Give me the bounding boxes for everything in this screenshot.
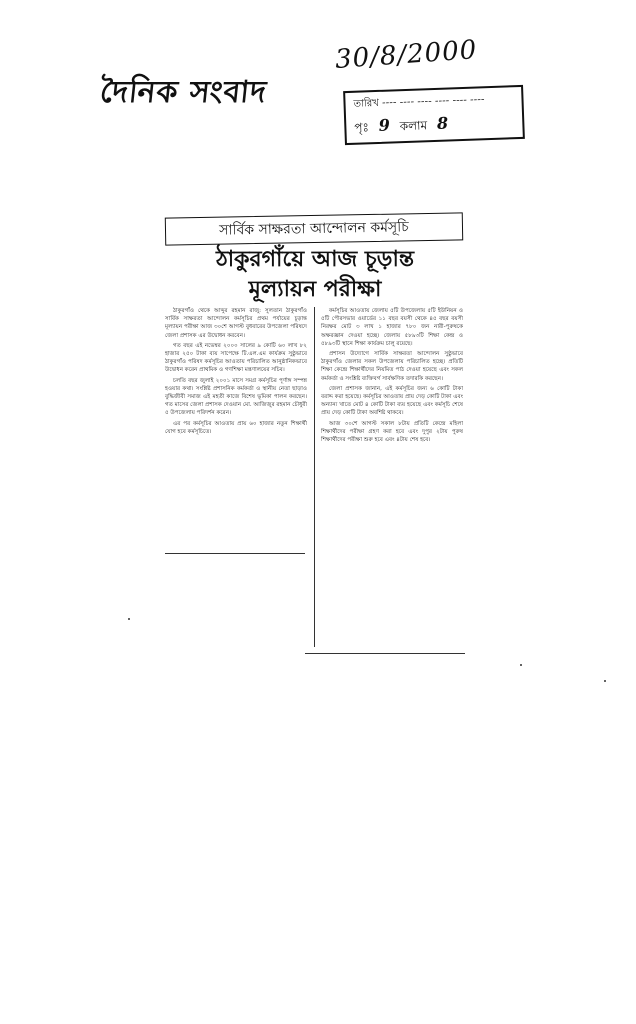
stamp-column-label: কলাম <box>399 118 428 134</box>
stamp-date-label: তারিখ <box>353 97 380 110</box>
column-1-paragraph: গত বছর এই নভেম্বর ২০০০ সালের ৯ কোটি ৬০ লাখ ৮২ হাজার ২৫০ টাকা ব্যয় সাপেক্ষে টি.এল.এম কার্যক্রম সুষ্ঠুভাবে ঠাকুরগাঁও পরিষদ কর্মসূচির আওতায় পরিচালিত আনুষ্ঠানিকভাবে উদ্বোধন করেন প্রাথমিক ও গণশিক্ষা মন্ত্রণালয়ের সচিব। <box>165 342 307 374</box>
stamp-page-value: 9 <box>378 115 391 135</box>
headline-line-1: ঠাকুরগাঁয়ে আজ চূড়ান্ত <box>215 247 414 272</box>
scan-speck <box>604 680 606 682</box>
headline-line-2: মূল্যায়ন পরীক্ষা <box>248 277 382 302</box>
column-1-paragraph: এর পর কর্মসূচির আওতায় প্রায় ৬০ হাজার নতুন শিক্ষার্থী যোগ হবে কর্মসূচিতে। <box>165 420 307 435</box>
newspaper-masthead: দৈনিক সংবাদ <box>98 75 269 110</box>
stamp-page-row <box>354 113 455 139</box>
stamp-date-dashes: ---- ---- ---- ---- ---- ---- <box>381 94 485 109</box>
handwritten-date: 30/8/2000 <box>334 35 479 75</box>
column-2-paragraph: প্রশাসন উদ্যোগে সার্বিক সাক্ষরতা আন্দোলন সুষ্ঠুভাবে ঠাকুরগাঁও জেলার সকল উপজেলায় পরিচালিত হচ্ছে। প্রতিটি শিক্ষা কেন্দ্রে শিক্ষার্থীদের নিয়মিত পাঠ দেওয়া হয়েছে এবং সকল কর্মকর্তা ও সংশ্লিষ্ট ব্যক্তিবর্গ সার্বক্ষণিক তদারকি করছেন। <box>321 351 463 382</box>
scan-speck <box>520 664 522 666</box>
clipping-stamp <box>343 85 525 145</box>
article-column-2 <box>321 307 463 446</box>
column-divider <box>314 307 315 647</box>
scan-speck <box>128 618 130 620</box>
column-end-rule <box>165 553 305 554</box>
column-2-paragraph: আজ ৩০শে আগস্ট সকাল ৮টায় প্রতিটি কেন্দ্রে মহিলা শিক্ষার্থীদের পরীক্ষা গ্রহণ করা হবে এবং দুপুর ২টায় পুরুষ শিক্ষার্থীদের পরীক্ষা শুরু হবে এবং ৪টায় শেষ হবে। <box>321 420 463 444</box>
article-end-rule <box>305 653 465 654</box>
column-2-paragraph: জেলা প্রশাসক জানান, এই কর্মসূচির জন্য ৬ কোটি টাকা বরাদ্দ করা হয়েছে। কর্মসূচির আওতায় প্রায় দেড় কোটি টাকা এবং অন্যান্য খাতে মোট ৪ কোটি টাকা ব্যয় হয়েছে এবং কর্মসূচি শেষে প্রায় দেড় কোটি টাকা অবশিষ্ট থাকবে। <box>321 385 463 417</box>
column-2-paragraph: কর্মসূচির আওতায় জেলায় ৫টি উপজেলায় ৫টি ইউনিয়ন ও ৫টি পৌরসভার ওয়ার্ডের ১১ বছর বয়সী থেকে ৪৫ বছর বয়সী নিরক্ষর মোট ৩ লাখ ১ হাজার ৭৮০ জন নারী-পুরুষকে অক্ষরজ্ঞান দেওয়া হচ্ছে। জেলায় ৫৮৯৩টি শিক্ষা কেন্দ্র ও ৫৮৯৩টি স্থানে শিক্ষা কার্যক্রম চালু রয়েছে। <box>321 308 463 347</box>
stamp-date-row <box>353 92 485 114</box>
stamp-page-label: পৃঃ <box>354 120 370 135</box>
column-1-paragraph: চলতি বছর জুলাই ২০০১ মাসে সমগ্র কর্মসূচির পূর্ণাঙ্গ সম্পন্ন হওয়ার কথা। সংশ্লিষ্ট প্রশাসনিক কর্মকর্তা ও স্থানীয় নেতা ছাড়াও বুদ্ধিজীবী সমাজ এই মহতী কাজে বিশেষ ভূমিকা পালন করছেন। গত মাসের জেলা প্রশাসক দেওয়ান মো. আজিজুর রহমান চৌধুরী ৫ উপজেলায় পরিদর্শন করেন। <box>165 377 307 417</box>
stamp-column-value: 8 <box>436 113 449 133</box>
article-column-1 <box>165 307 307 438</box>
article-kicker: সার্বিক সাক্ষরতা আন্দোলন কর্মসূচি <box>165 212 463 245</box>
news-clipping <box>165 215 465 655</box>
column-1-paragraph: ঠাকুরগাঁও থেকে আব্দুর রহমান রাজু: সুলতান ঠাকুরগাঁও সার্বিক সাক্ষরতা আন্দোলন কর্মসূচির প্রথম পর্যায়ের চূড়ান্ত মূল্যায়ন পরীক্ষা আজ ৩০শে আগস্ট বুধবারের উপজেলা পরিষদে জেলা প্রশাসক এর উদ্বোধন করবেন। <box>165 308 307 339</box>
article-headline <box>165 245 465 305</box>
